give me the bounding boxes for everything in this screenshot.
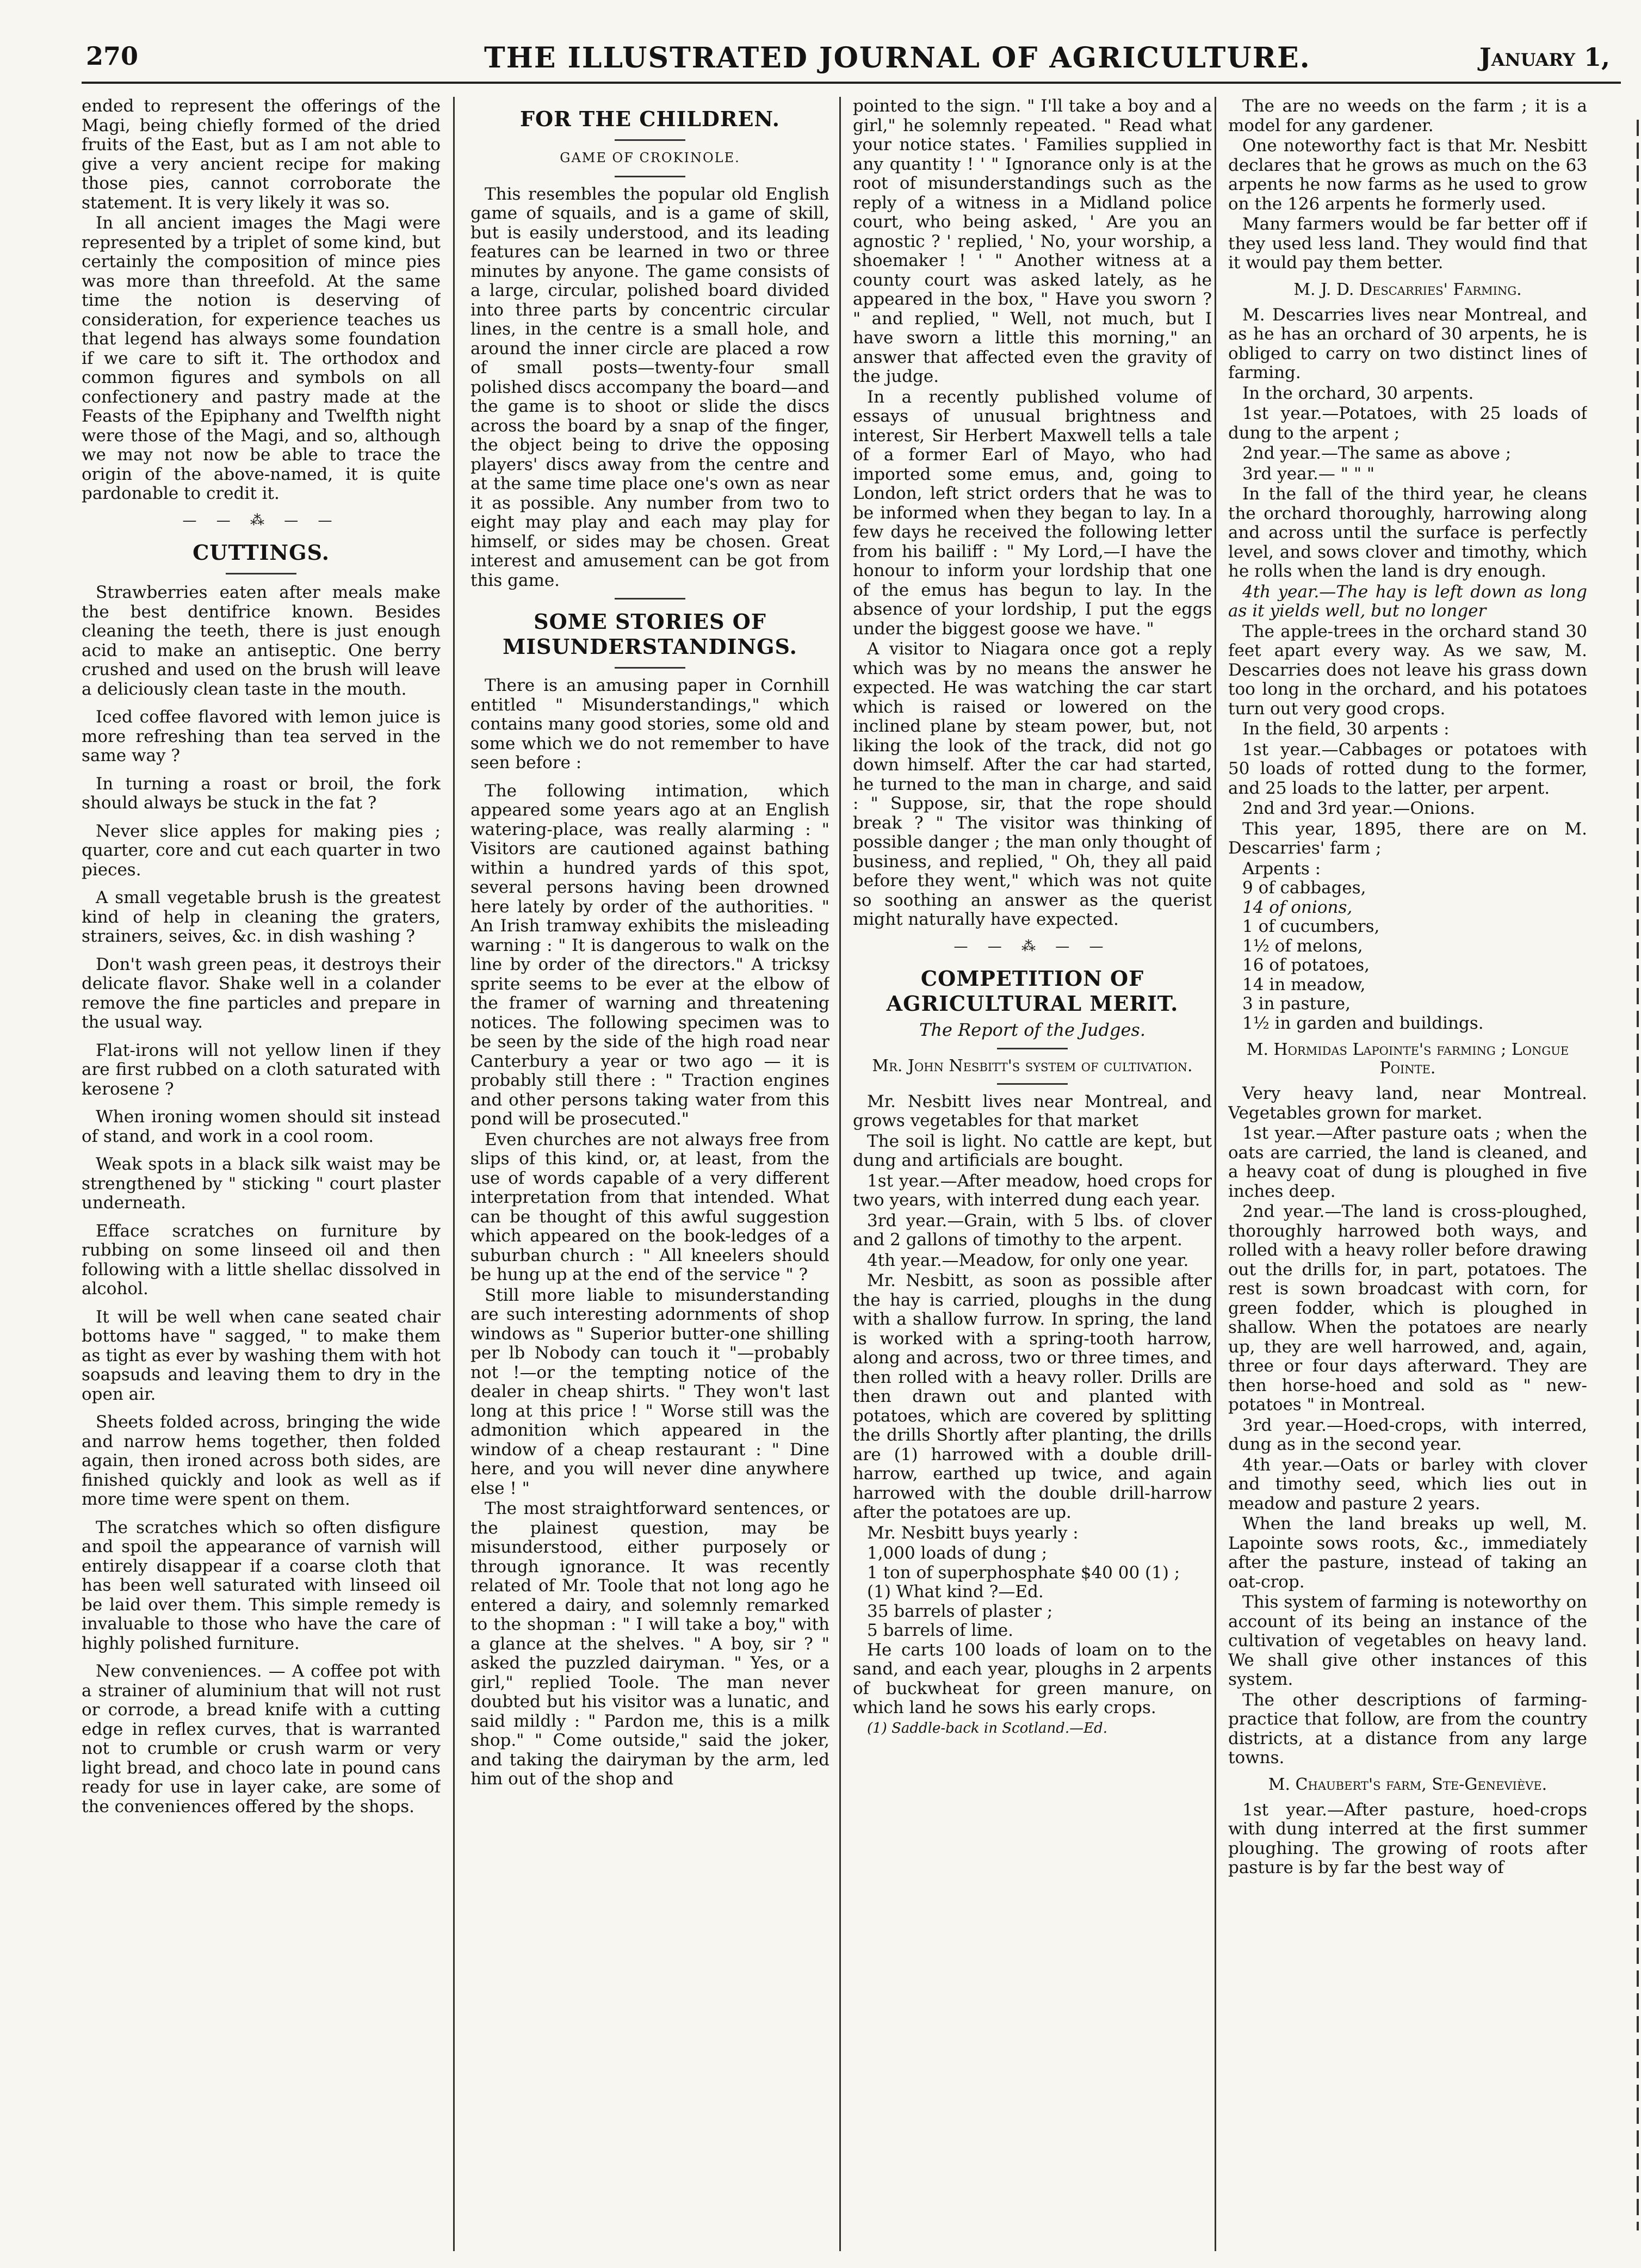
heading-rule <box>997 1048 1068 1049</box>
column-4 <box>1228 97 1587 2251</box>
paragraph: Efface scratches on furniture by rubbing on some linseed oil and then following with a little shellac dissolved in alcohol. <box>82 1221 441 1299</box>
list-heading: Arpents : <box>1242 858 1321 879</box>
paragraph: He carts 100 loads of loam on to the sand, and each year, ploughs in 2 arpents of buckwheat for green manure, on which land he sows his early crops. <box>853 1640 1212 1717</box>
paragraph: This system of farming is noteworthy on account of its being an instance of the cultivation of vegetables on heavy land. We shall give other instances of this system. <box>1228 1592 1587 1689</box>
paragraph: When ironing women should sit instead of stand, and work in a cool room. <box>82 1107 441 1146</box>
paragraph: New conveniences. — A coffee pot with a strainer of aluminium that will not rust or corrode, a bread knife with a cutting edge in reflex curves, that is warranted not to crumble or crush warm or very light bread, and choco late in pound cans ready for use in layer cake, are some of the conveniences offered by the shops. <box>82 1661 441 1816</box>
heading-rule <box>615 176 685 177</box>
paragraph: In a recently published volume of essays of unusual brightness and interest, Sir Herbert Maxwell tells a tale of a former Earl of Mayo, who had imported some emus, and, going to London, left strict orders that he was to be informed when they began to lay. In a few days he received the following letter from his bailiff : " My Lord,—I have the honour to inform your lordship that one of the emus has begun to lay. In the absence of your lordship, I put the eggs under the biggest goose we have. " <box>853 387 1212 639</box>
paragraph: The apple-trees in the orchard stand 30 feet apart every way. As we saw, M. Descarries does not leave his grass down too long in the orchard, and his potatoes turn out very good crops. <box>1228 621 1587 719</box>
paragraph: In all ancient images the Magi were represented by a triplet of some kind, but certainly the composition of mince pies was more than threefold. At the same time the notion is deserving of consideration, for experience teaches us that legend has always some foundation if we care to sift it. The orthodox and common figures and symbols on all confectionery and pastry made at the Feasts of the Epiphany and Twelfth night were those of the Magi, and so, although we may not now be able to trace the origin of the above-named, it is quite pardonable to credit it. <box>82 213 441 503</box>
list-item: 1 of cucumbers, <box>1242 917 1380 936</box>
heading-rule <box>615 139 685 141</box>
paragraph: Iced coffee flavored with lemon juice is more refreshing than tea served in the same way ? <box>82 707 441 765</box>
paragraph: Very heavy land, near Montreal. Vegetables grown for market. <box>1228 1084 1587 1123</box>
paragraph: 3rd year.— " " " <box>1242 464 1375 484</box>
heading-descarries: M. J. D. Descarries' Farming. <box>1293 280 1522 299</box>
paragraph: The other descriptions of farming-practice that follow, are from the country districts, at a distance from any large towns. <box>1228 1690 1587 1768</box>
paragraph: This resembles the popular old English game of squails, and is a game of skill, but is easily understood, and its leading features can be learned in two or three minutes by anyone. The game consists of a large, circular, polished board divided into three parts by concentric circular lines, in the centre is a small hole, and around the inner circle are placed a row of small posts—twenty-four small polished discs accompany the board—and the game is to shoot or slide the discs across the board by a snap of the finger, the object being to drive the opposing players' discs away from the centre and at the same time place one's own as near it as possible. Any number from two to eight may play and each may play for himself, or sides may be chosen. Great interest and amusement can be got from this game. <box>470 184 829 590</box>
column-1 <box>82 97 441 2251</box>
subheading-report: The Report of the Judges. <box>919 1019 1145 1040</box>
list-item: (1) What kind ?—Ed. <box>867 1582 1044 1602</box>
paragraph: Mr. Nesbitt, as soon as possible after the hay is carried, ploughs in the dung with a shallow furrow. In spring, the land is worked with a spring-tooth harrow, along and across, two or three times, and then rolled with a heavy roller. Drills are then drawn out and planted with potatoes, which are covered by splitting the drills Shortly after planting, the drills are (1) harrowed with a double drill-harrow, earthed up twice, and again harrowed with the double drill-harrow after the potatoes are up. <box>853 1271 1212 1522</box>
paragraph: 3rd year.—Hoed-crops, with interred, dung as in the second year. <box>1228 1415 1587 1454</box>
paragraph: Strawberries eaten after meals make the best dentifrice known. Besides cleaning the teeth, there is just enough acid to make an antiseptic. One berry crushed and used on the brush will leave a deliciously clean taste in the mouth. <box>82 583 441 699</box>
heading-rule <box>226 573 296 574</box>
heading-for-the-children: FOR THE CHILDREN. <box>520 107 780 131</box>
list-item: 9 of cabbages, <box>1242 878 1366 898</box>
page-number: 270 <box>86 41 139 71</box>
paragraph: 2nd and 3rd year.—Onions. <box>1242 799 1476 818</box>
paragraph: When the land breaks up well, M. Lapointe sows roots, &c., immediately after the pasture, instead of taking an oat-crop. <box>1228 1514 1587 1592</box>
paragraph: Even churches are not always free from slips of this kind, or, at least, from the use of words capable of a very different interpretation from that intended. What can be thought of this awful suggestion which appeared on the book-ledges of a suburban church : " All kneelers should be hung up at the end of the service " ? <box>470 1129 829 1284</box>
list-item: 16 of potatoes, <box>1242 955 1370 975</box>
subheading-crokinole: GAME OF CROKINOLE. <box>560 150 740 165</box>
paragraph: Never slice apples for making pies ; quarter, core and cut each quarter in two pieces. <box>82 821 441 880</box>
heading-misunderstandings: SOME STORIES OF MISUNDERSTANDINGS. <box>503 609 797 659</box>
paragraph: 1st year.—After meadow, hoed crops for two years, with interred dung each year. <box>853 1171 1212 1210</box>
paragraph: Still more liable to misunderstanding are such interesting adornments of shop windows as " Superior butter-one shilling per lb Nobody can touch it "—probably not !—or the tempting notice of the dealer in cheap shirts. " They won't last long at this price ! " Worse still was the admonition which appeared in the window of a cheap restaurant : " Dine here, and you will never dine anywhere else ! " <box>470 1285 829 1498</box>
paragraph: ended to represent the offerings of the Magi, being chiefly formed of the dried fruits of the East, but as I am not able to give a very ancient recipe for making those pies, cannot corroborate the statement. It is very likely it was so. <box>82 97 441 213</box>
list-item: 5 barrels of lime. <box>867 1621 1013 1640</box>
paragraph: pointed to the sign. " I'll take a boy and a girl," he solemnly repeated. " Read what your notice states. ' Families supplied in any quantity ! ' " Ignorance only is at the root of misunderstandings such as the reply of a witness in a Midland police court, who being asked, ' Are you an agnostic ? ' replied, ' No, your worship, a shoemaker ! ' " Another witness at a county court was asked lately, as he appeared in the box, " Have you sworn ? " and replied, " Well, not much, but I have sworn a little this morning," an answer that affected even the gravity of the judge. <box>853 97 1212 386</box>
list-item: 1½ of melons, <box>1242 936 1363 956</box>
list-item: 1½ in garden and buildings. <box>1242 1013 1484 1033</box>
paragraph: It will be well when cane seated chair bottoms have " sagged, " to make them as tight as ever by washing them with hot soapsuds and leaving them to dry in the open air. <box>82 1307 441 1404</box>
paragraph: 1st year.—After pasture, hoed-crops with dung interred at the first summer ploughing. The growing of roots after pasture is by far the best way of <box>1228 1800 1587 1877</box>
list-item: 14 in meadow, <box>1242 974 1366 994</box>
paragraph: The most straightforward sentences, or the plainest question, may be misunderstood, either purposely or through ignorance. It was recently related of Mr. Toole that not long ago he entered a dairy, and solemnly remarked to the shopman : " I will take a boy," with a glance at the shelves. " A boy, sir ? " asked the puzzled dairyman. " Yes, or a girl," replied Toole. The man never doubted but his visitor was a lunatic, and said mildly : " Pardon me, this is a milk shop." " Come outside," said the joker, and taking the dairyman by the arm, led him out of the shop and <box>470 1499 829 1789</box>
paragraph: A visitor to Niagara once got a reply which was by no means the answer he expected. He was watching the car start which is raised or lowered on the inclined plane by steam power, but, not liking the look of the track, did not go down himself. After the car had started, he turned to the man in charge, and said : " Suppose, sir, that the rope should break ? " The visitor was thinking of possible danger ; the man only thought of business, and replied, " Oh, they all paid before they went," which was not quite so soothing an answer as the querist might naturally have expected. <box>853 639 1212 929</box>
heading-cuttings: CUTTINGS. <box>193 540 330 565</box>
paragraph: 1st year.—After pasture oats ; when the oats are carried, the land is cleaned, and a heavy coat of dung is ploughed in five inches deep. <box>1228 1123 1587 1201</box>
paragraph: Weak spots in a black silk waist may be strengthened by " sticking " court plaster underneath. <box>82 1154 441 1213</box>
list-item: 14 of onions, <box>1242 897 1353 917</box>
column-3 <box>853 97 1212 2251</box>
paragraph: 2nd year.—The same as above ; <box>1242 443 1512 463</box>
paragraph: 4th year.—Meadow, for only one year. <box>867 1250 1189 1270</box>
heading-competition: COMPETITION OF AGRICULTURAL MERIT. <box>886 966 1179 1016</box>
paragraph: Mr. Nesbitt buys yearly : <box>867 1523 1079 1543</box>
column-rule <box>839 97 841 2251</box>
column-2 <box>470 97 829 2251</box>
paragraph: 4th year.—Oats or barley with clover and timothy seed, which lies out in meadow and pasture 2 years. <box>1228 1455 1587 1513</box>
list-item: 35 barrels of plaster ; <box>867 1601 1053 1621</box>
paragraph: 4th year.—The hay is left down as long as it yields well, but no longer <box>1228 582 1587 621</box>
footnote: (1) Saddle-back in Scotland.—Ed. <box>867 1720 1108 1736</box>
paragraph: Don't wash green peas, it destroys their delicate flavor. Shake well in a colander remove the fine particles and prepare in the usual way. <box>82 954 441 1032</box>
paragraph: In turning a roast or broil, the fork should always be stuck in the fat ? <box>82 774 441 813</box>
paragraph: 3rd year.—Grain, with 5 lbs. of clover and 2 gallons of timothy to the arpent. <box>853 1210 1212 1250</box>
paragraph: A small vegetable brush is the greatest kind of help in cleaning the graters, strainers, seives, &c. in dish washing ? <box>82 888 441 946</box>
paragraph: The are no weeds on the farm ; it is a model for any gardener. <box>1228 97 1587 135</box>
paragraph: The soil is light. No cattle are kept, but dung and artificials are bought. <box>853 1131 1212 1170</box>
paragraph: In the fall of the third year, he cleans the orchard thoroughly, harrowing along and across until the surface is perfectly level, and sows clover and timothy, which he rolls when the land is dry enough. <box>1228 484 1587 581</box>
paragraph: Sheets folded across, bringing the wide and narrow hems together, then folded again, then ironed across both sides, are finished quickly and look as well as if more time were spent on them. <box>82 1412 441 1509</box>
paragraph: This year, 1895, there are on M. Descarries' farm ; <box>1228 819 1587 858</box>
paragraph: 1st year.—Potatoes, with 25 loads of dung to the arpent ; <box>1228 404 1587 443</box>
paragraph: One noteworthy fact is that Mr. Nesbitt declares that he grows as much on the 63 arpents he now farms as he used to grow on the 126 arpents he formerly used. <box>1228 136 1587 214</box>
subheading-nesbitt: Mr. John Nesbitt's system of cultivation. <box>872 1056 1193 1076</box>
journal-title: THE ILLUSTRATED JOURNAL OF AGRICULTURE. <box>484 41 1311 75</box>
list-item: 3 in pasture, <box>1242 994 1351 1014</box>
paragraph: Flat-irons will not yellow linen if they are first rubbed on a cloth saturated with kerosene ? <box>82 1040 441 1099</box>
paragraph: The scratches which so often disfigure and spoil the appearance of varnish will entirely disappear if a coarse cloth that has been well saturated with linseed oil be laid over them. This simple remedy is invaluable to those who have the care of highly polished furniture. <box>82 1517 441 1653</box>
heading-lapointe: M. Hormidas Lapointe's farming ; Longue Pointe. <box>1246 1040 1569 1078</box>
section-ornament: — — ⁂ — — <box>182 512 340 529</box>
heading-rule <box>615 667 685 669</box>
column-rule <box>453 97 455 2251</box>
paragraph: Many farmers would be far better off if they used less land. They would find that it would pay them better. <box>1228 214 1587 273</box>
paragraph: 2nd year.—The land is cross-ploughed, thoroughly harrowed both ways, and rolled with a heavy roller before drawing out the drills for, in part, potatoes. The rest is sown broadcast with corn, for green fodder, which is ploughed in shallow. When the potatoes are nearly up, they are well harrowed, and, again, three or four days afterward. They are then horse-hoed and sold as " new-potatoes " in Montreal. <box>1228 1202 1587 1414</box>
paragraph: In the field, 30 arpents : <box>1242 719 1450 739</box>
paragraph: Mr. Nesbitt lives near Montreal, and grows vegetables for that market <box>853 1091 1212 1130</box>
paragraph: The following intimation, which appeared some years ago at an English watering-place, was really alarming : " Visitors are cautioned against bathing within a hundred yards of this spot, several persons having been drowned here lately by order of the authorities. " An Irish tramway exhibits the misleading warning : " It is dangerous to walk on the line by order of the directors." A tricksy sprite seems to be ever at the elbow of the framer of warning and threatening notices. The following specimen was to be seen by the side of the high road near Canterbury a year or two ago — it is probably still there : " Traction engines and other persons taking water from this pond will be prosecuted." <box>470 781 829 1129</box>
issue-date: January 1, <box>1479 42 1610 72</box>
section-ornament: — — ⁂ — — <box>953 938 1111 955</box>
section-rule <box>615 598 685 600</box>
paragraph: 1st year.—Cabbages or potatoes with 50 loads of rotted dung to the former, and 25 loads to the latter, per arpent. <box>1228 739 1587 798</box>
paragraph: In the orchard, 30 arpents. <box>1242 383 1474 403</box>
page-edge-mark <box>1637 120 1639 2230</box>
paragraph: There is an amusing paper in Cornhill entitled " Misunderstandings," which contains many good stories, some old and some which we do not remember to have seen before : <box>470 676 829 773</box>
heading-rule <box>997 1083 1068 1085</box>
column-rule <box>1215 97 1216 2251</box>
page-header <box>82 38 1621 84</box>
list-item: 1,000 loads of dung ; <box>867 1543 1048 1563</box>
paragraph: M. Descarries lives near Montreal, and as he has an orchard of 30 arpents, he is obliged to carry on two distinct lines of farming. <box>1228 305 1587 382</box>
heading-chaubert: M. Chaubert's farm, Ste-Geneviève. <box>1268 1775 1547 1794</box>
list-item: 1 ton of superphosphate $40 00 (1) ; <box>867 1562 1180 1583</box>
